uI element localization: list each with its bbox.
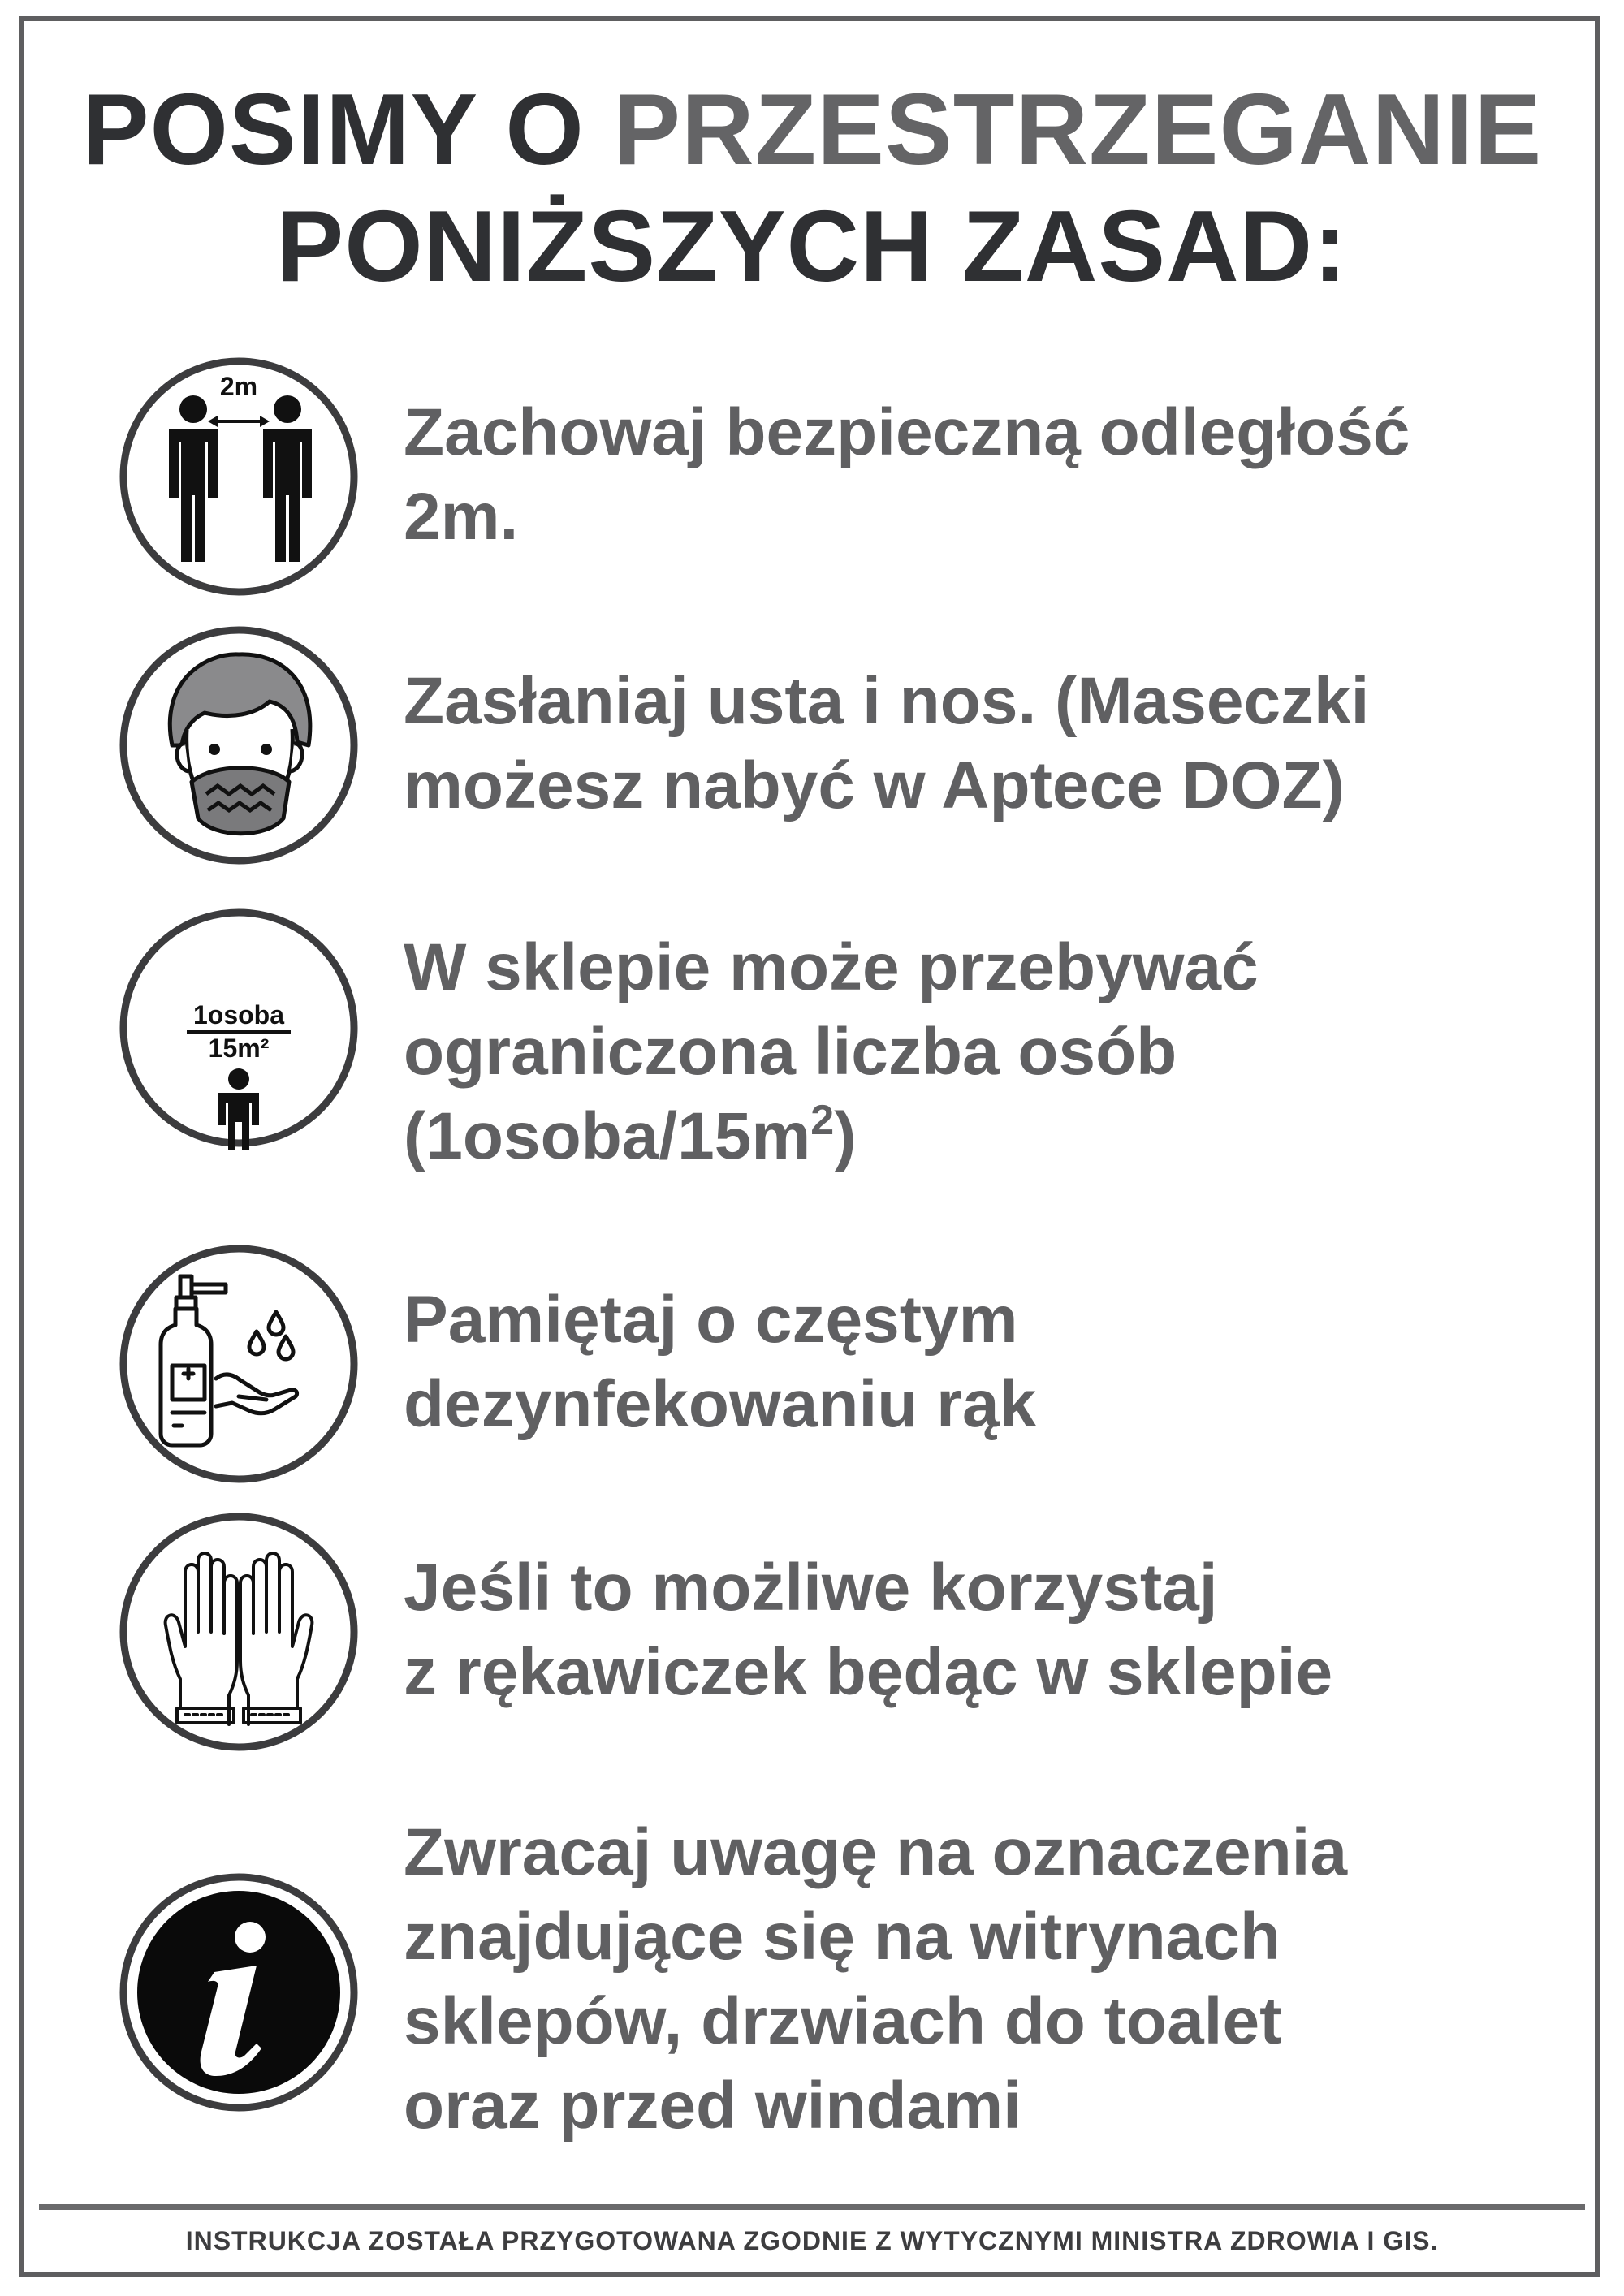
- rule-gloves-text: Jeśli to możliwe korzystaj z rękawiczek będąc w sklepie: [404, 1551, 1333, 1709]
- rule-info-text: Zwracaj uwagę na oznaczenia znajdujące się na witrynach sklepów, drzwiach do toalet oraz przed windami: [404, 1815, 1348, 2143]
- occupancy-label-top: 1osoba: [192, 1000, 285, 1029]
- occupancy-label-bottom: 15m²: [208, 1034, 270, 1063]
- title-dark-part: POSIMY O: [81, 74, 585, 186]
- footer-note: INSTRUKCJA ZOSTAŁA PRZYGOTOWANA ZGODNIE Z WYTYCZNYMI MINISTRA ZDROWIA I GIS.: [185, 2226, 1439, 2255]
- rule-mask-text: Zasłaniaj usta i nos. (Maseczki możesz nabyć w Aptece DOZ): [404, 664, 1370, 822]
- page-title-line-1: [0, 71, 1624, 188]
- rule-sanitizer-text: Pamiętaj o częstym dezynfekowaniu rąk: [404, 1283, 1037, 1441]
- rule-distance-text: Zachowaj bezpieczną odległość 2m.: [404, 395, 1410, 554]
- footer-divider: [39, 2204, 1585, 2210]
- page-title-line-2: PONIŻSZYCH ZASAD:: [276, 191, 1348, 303]
- distance-label: 2m: [219, 372, 258, 401]
- face-mask-icon: [117, 624, 361, 867]
- social-distance-2m-icon: [117, 355, 361, 598]
- gloves-icon: [117, 1510, 361, 1754]
- rule-occupancy-text: W sklepie może przebywać ograniczona liczba osób $(1osoba/15m^2)$: [404, 930, 1259, 1173]
- info-icon-wrapper: [117, 1871, 361, 2114]
- hand-sanitizer-icon: [117, 1242, 361, 1486]
- title-highlight-part: PRZESTRZEGANIE: [613, 74, 1543, 186]
- occupancy-limit-icon: [117, 906, 361, 1150]
